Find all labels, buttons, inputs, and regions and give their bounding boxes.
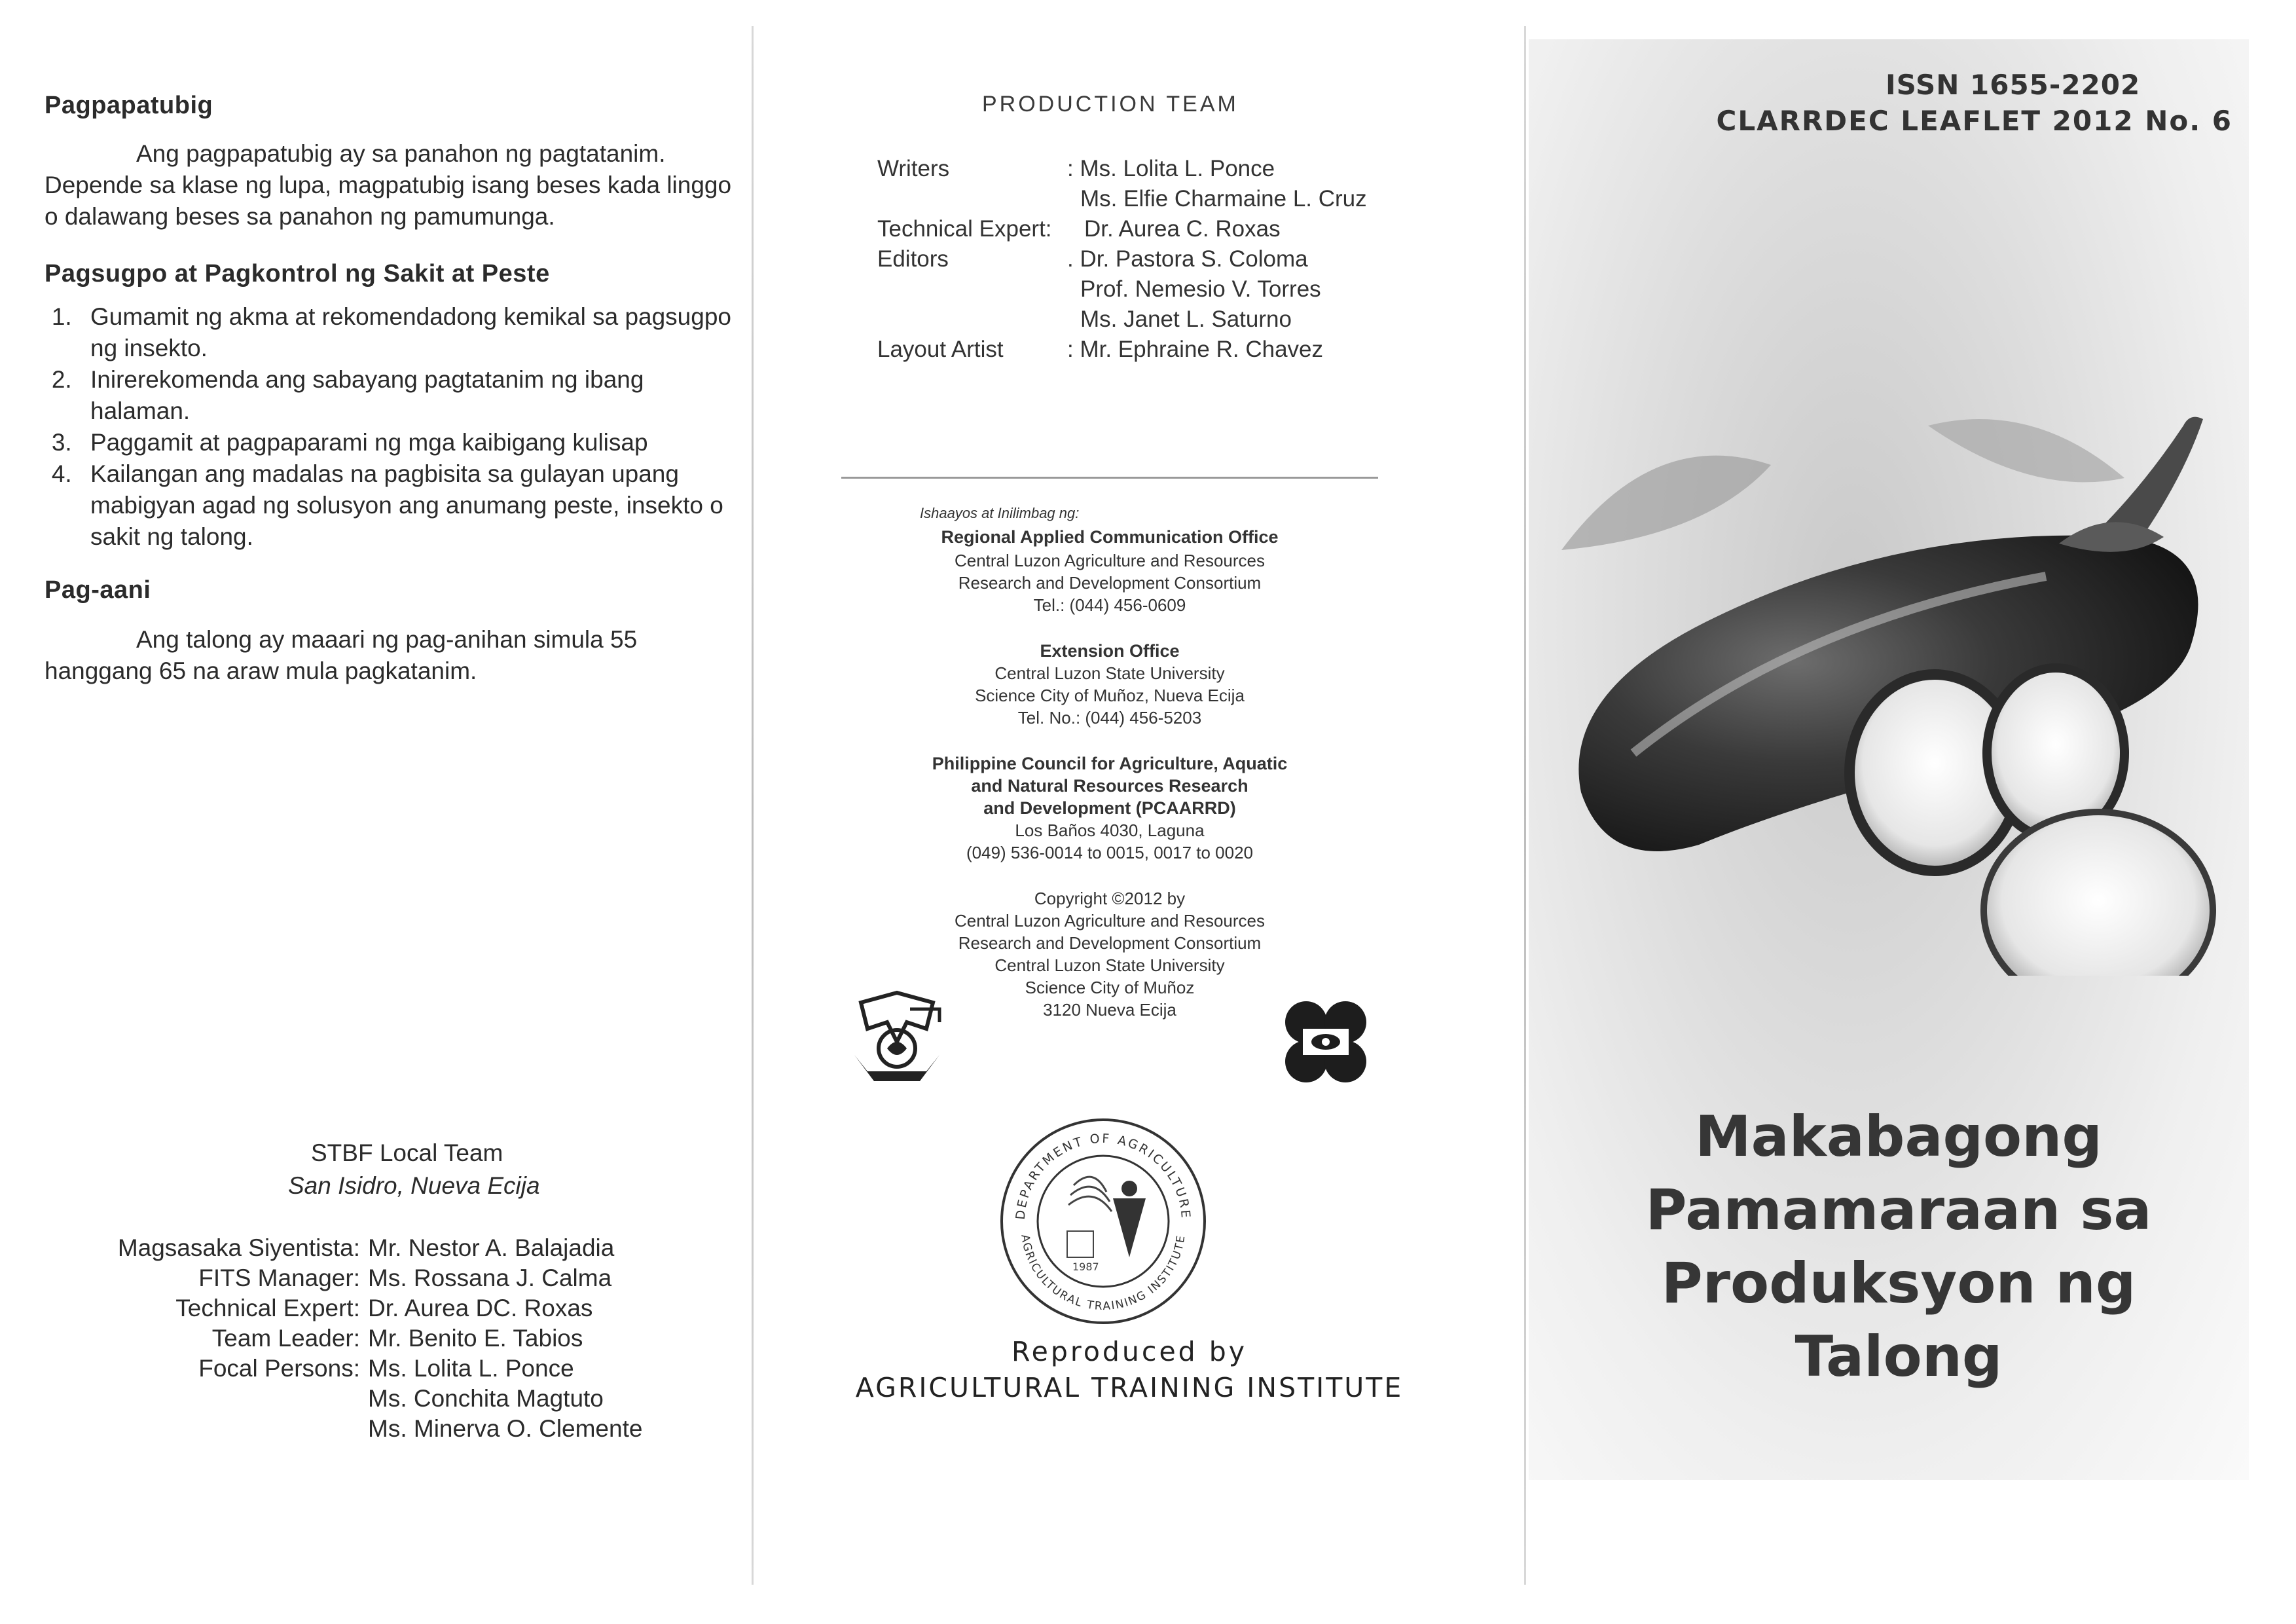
title-line: Produksyon ng (1661, 1251, 2136, 1316)
institute-name: AGRICULTURAL TRAINING INSTITUTE (855, 1372, 1404, 1403)
ext-line: Tel. No.: (044) 456-5203 (1017, 708, 1202, 728)
fold-line-right (1524, 26, 1526, 1585)
contact-intro: Ishaayos at Inilimbag ng: (920, 505, 1080, 521)
ext-line: Science City of Muñoz, Nueva Ecija (975, 686, 1245, 705)
harvest-text: Ang talong ay maaari ng pag-anihan simula 55 hanggang 65 na araw mula pagkatanim. (45, 626, 638, 684)
pcaarrd-name: and Natural Resources Research (971, 776, 1248, 796)
production-heading: PRODUCTION TEAM (982, 92, 1239, 117)
rac-line: Central Luzon Agriculture and Resources (954, 551, 1266, 570)
copyright-line: Central Luzon State University (994, 955, 1225, 975)
issn-number: ISSN 1655-2202 (1886, 69, 2141, 101)
copyright-line: Central Luzon Agriculture and Resources (954, 911, 1266, 931)
ext-line: Central Luzon State University (994, 663, 1225, 683)
eggplant-illustration (1535, 386, 2223, 976)
list-item: 1. Gumamit ng akma at rekomendadong kemikal sa pagsugpo ng insekto. (79, 301, 738, 364)
pcaarrd-name: and Development (PCAARRD) (983, 798, 1236, 818)
team-row: Magsasaka Siyentista: Mr. Nestor A. Balajadia (117, 1234, 615, 1261)
copyright-line: 3120 Nueva Ecija (1043, 1000, 1176, 1020)
team-location: San Isidro, Nueva Ecija (288, 1172, 540, 1199)
list-item: 4. Kailangan ang madalas na pagbisita sa gulayan upang mabigyan agad ng solusyon ang anumang peste, insekto o sakit ng talong. (79, 458, 738, 553)
team-row: Ms. Conchita Magtuto (368, 1385, 604, 1412)
copyright-line: Science City of Muñoz (1025, 978, 1195, 997)
left-panel (45, 92, 738, 687)
leaflet-title (1571, 1100, 2226, 1393)
team-row: Ms. Minerva O. Clemente (368, 1415, 643, 1442)
reproduced-by: Reproduced by (1011, 1336, 1248, 1367)
pcaarrd-line: Los Baños 4030, Laguna (1015, 821, 1205, 840)
seal-year: 1987 (1072, 1261, 1099, 1273)
rac-line: Research and Development Consortium (958, 573, 1262, 593)
seal-text-top: DEPARTMENT OF AGRICULTURE (1013, 1131, 1194, 1221)
ext-name: Extension Office (1040, 641, 1180, 661)
svg-text:AGRICULTURAL TRAINING INSTITUT (1018, 1234, 1188, 1313)
title-line: Makabagong (1695, 1104, 2102, 1170)
rac-line: Tel.: (044) 456-0609 (1033, 595, 1186, 615)
copyright-line: Copyright ©2012 by (1034, 889, 1186, 908)
team-row: FITS Manager: Ms. Rossana J. Calma (198, 1264, 612, 1291)
pcaarrd-line: (049) 536-0014 to 0015, 0017 to 0020 (966, 843, 1254, 862)
list-item: 3. Paggamit at pagpaparami ng mga kaibigang kulisap (79, 427, 738, 458)
copyright-line: Research and Development Consortium (958, 933, 1262, 953)
pcaarrd-name: Philippine Council for Agriculture, Aquatic (932, 754, 1288, 773)
team-title: STBF Local Team (311, 1139, 503, 1166)
pest-heading: Pagsugpo at Pagkontrol ng Sakit at Peste (45, 260, 550, 287)
title-line: Pamamaraan sa (1645, 1177, 2152, 1243)
harvest-heading: Pag-aani (45, 576, 151, 604)
leaflet-number: CLARRDEC LEAFLET 2012 No. 6 (1716, 105, 2232, 137)
ati-seal (995, 1113, 1211, 1329)
team-row: Technical Expert: Dr. Aurea DC. Roxas (175, 1295, 593, 1321)
irrigation-heading: Pagpapatubig (45, 92, 213, 119)
clsu-logo (1280, 996, 1372, 1088)
rac-name: Regional Applied Communication Office (941, 527, 1279, 547)
team-row: Team Leader: Mr. Benito E. Tabios (211, 1325, 583, 1352)
seal-text-bottom: AGRICULTURAL TRAINING INSTITUTE (1018, 1233, 1188, 1314)
list-item: 2. Inirerekomenda ang sabayang pagtatanim ng ibang halaman. (79, 364, 738, 427)
clarrdec-logo (848, 989, 946, 1088)
title-line: Talong (1795, 1324, 2003, 1390)
contact-box (841, 477, 1378, 1101)
irrigation-text: Ang pagpapatubig ay sa panahon ng pagtatanim. Depende sa klase ng lupa, magpatubig isang beses kada linggo o dalawang beses sa panahon ng pamumunga. (45, 140, 732, 230)
pest-list (45, 301, 738, 553)
team-row: Focal Persons: Ms. Lolita L. Ponce (198, 1355, 574, 1382)
